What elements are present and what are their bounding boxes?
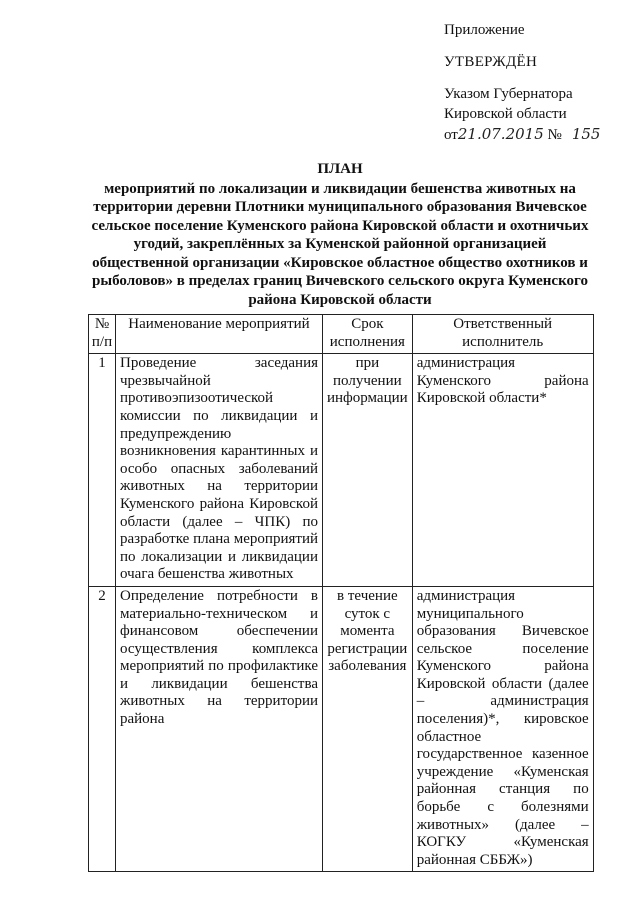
plan-subtitle-line-7: района Кировской области [248, 291, 432, 308]
plan-subtitle-line-3: сельское поселение Куменского района Кировской области и охотничьих [91, 217, 589, 234]
number-sign: № [547, 127, 562, 143]
table-row [89, 354, 594, 587]
from-prefix: от [444, 127, 458, 143]
header-deadline: Срок исполнения [323, 315, 413, 354]
row-measure: Определение потребности в материально-техническом и финансовом обеспечении осуществления комплекса мероприятий по профилактике и ликвидации бешенства животных на территории района [116, 586, 323, 872]
row-responsible: администрация Куменского района Кировской области* [412, 354, 593, 587]
appendix-label: Приложение [444, 22, 525, 38]
table-header-row [89, 315, 594, 354]
decree-line-1: Указом Губернатора [444, 86, 573, 102]
plan-subtitle-line-4: угодий, закреплённых за Куменской районной организацией [133, 236, 547, 252]
row-responsible: администрация муниципального образования Вичевское сельское поселение Куменского района Кировской области (далее – администрация поселения)*, кировское областное государственное казенное учреждение «Куменская районная станция по борьбе с болезнями животных» (далее – КОГКУ «Куменская районная СББЖ») [412, 586, 593, 872]
measures-table [88, 314, 594, 872]
header-responsible: Ответственный исполнитель [412, 315, 593, 354]
row-number: 2 [89, 586, 116, 872]
plan-subtitle-line-1: мероприятий по локализации и ликвидации бешенства животных на [104, 180, 576, 197]
table-row [89, 586, 594, 872]
row-deadline: в течение суток с момента регистрации заболевания [323, 586, 413, 872]
handwritten-number: 155 [571, 125, 601, 143]
decree-line-2: Кировской области [444, 106, 567, 122]
header-measure-name: Наименование мероприятий [116, 315, 323, 354]
plan-subtitle-line-2: территории деревни Плотники муниципального образования Вичевское [93, 199, 587, 215]
plan-subtitle-line-6: рыболовов» в пределах границ Вичевского сельского округа Куменского [92, 273, 588, 289]
plan-title [70, 160, 610, 309]
row-number: 1 [89, 354, 116, 587]
plan-subtitle-line-5: общественной организации «Кировское областное общество охотников и [92, 254, 588, 271]
handwritten-date: 21.07.2015 [457, 125, 544, 143]
approved-label: УТВЕРЖДЁН [444, 54, 538, 70]
row-deadline: при получении информации [323, 354, 413, 587]
decree-date-number [444, 124, 634, 145]
header-number: № п/п [89, 315, 116, 354]
row-measure: Проведение заседания чрезвычайной противоэпизоотической комиссии по ликвидации и предупреждению возникновения карантинных и особо опасных заболеваний животных на территории Куменского района Кировской области (далее – ЧПК) по разработке плана мероприятий по локализации и ликвидации очага бешенства животных [116, 354, 323, 587]
approval-header [444, 20, 634, 145]
plan-heading: ПЛАН [317, 161, 363, 177]
